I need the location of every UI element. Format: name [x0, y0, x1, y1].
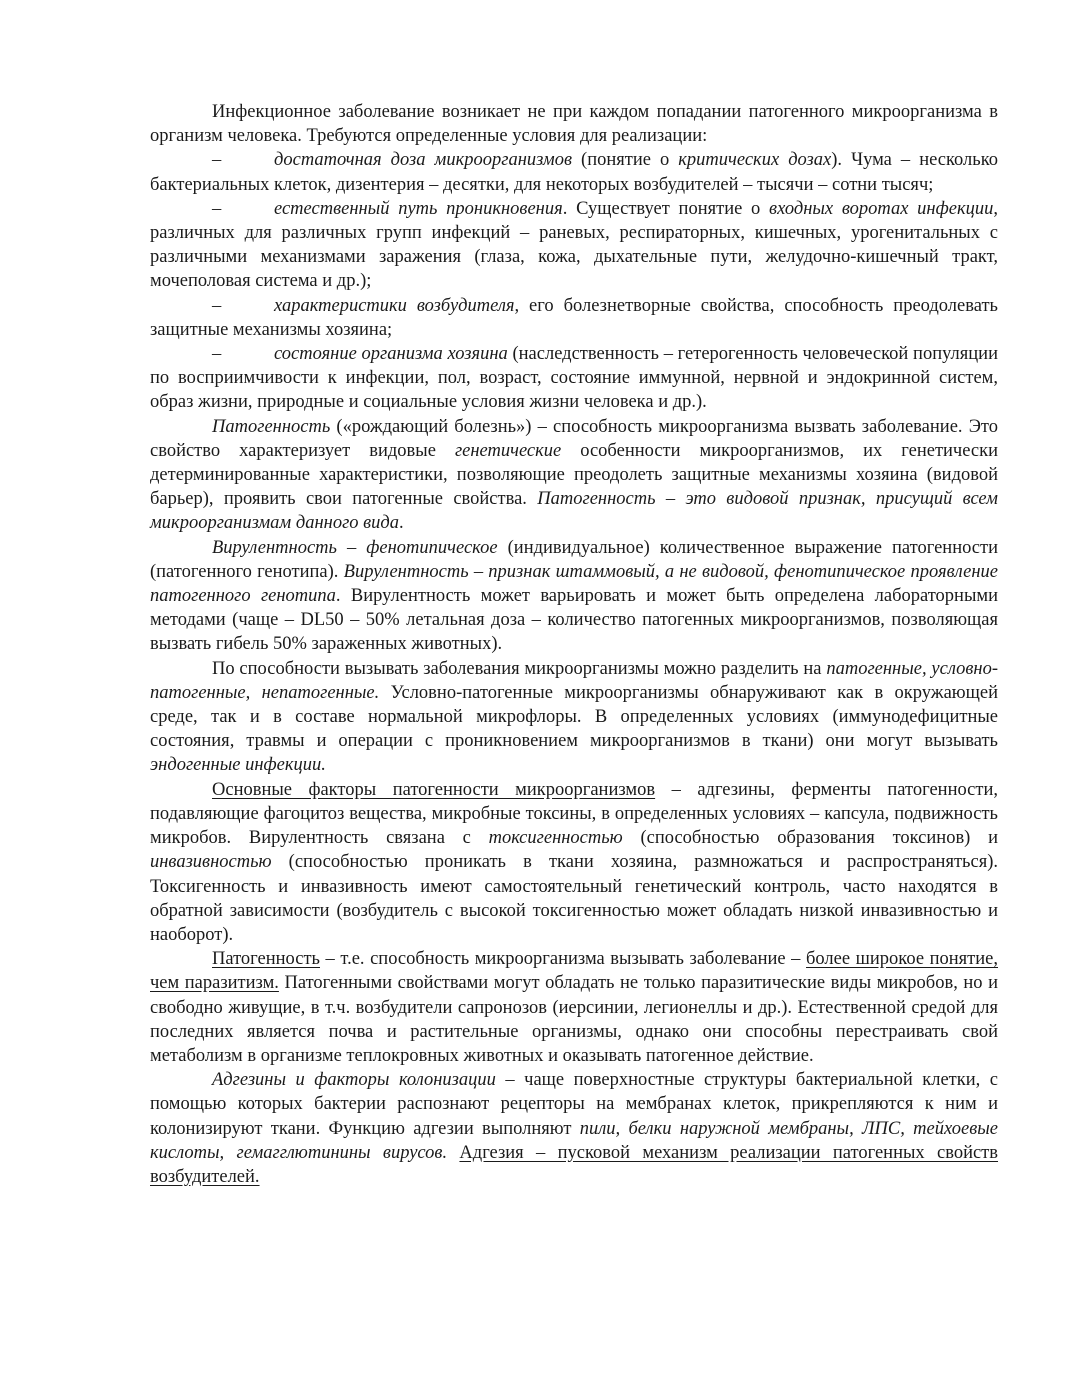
paragraphs-1-text: (индивидуальное) количественное выражение патогенности (патогенного генотипа). — [150, 537, 999, 582]
list-item — [150, 294, 998, 342]
items-3-text: (наследственность – гетерогенность человеческой популяции по восприимчивости к инфекции, пол, возраст, состояние иммунной, нервной и эндокринной систем, образ жизни, природные и социальные условия жизни человека и др.). — [150, 344, 998, 413]
list-dash: – — [212, 198, 222, 219]
paragraphs-5-italic-text: пили, белки наружной мембраны, ЛПС, тейхоевые кислоты, гемагглютинины вирусов. — [150, 1118, 998, 1163]
items-1-text: . Существует понятие о — [562, 198, 770, 219]
items-1-italic-text: входных воротах инфекции — [769, 198, 994, 219]
paragraphs-2-italic-text: патогенные, условно-патогенные, непатогенные. — [150, 658, 998, 703]
items-0-italic-text: критических дозах — [678, 150, 832, 171]
paragraph — [150, 536, 998, 657]
intro-paragraph — [150, 100, 998, 148]
items-0-text: (понятие о — [572, 150, 679, 171]
list-item — [150, 342, 998, 415]
list-item — [150, 148, 998, 196]
paragraphs-4-underlined-text: Патогенность — [212, 949, 320, 970]
paragraphs-3-italic-text: токсигенностью — [488, 828, 623, 849]
paragraphs-1-text: . Вирулентность может варьировать и может быть определена лабораторными методами (чаще – DL50 – 50% летальная доза – количество патогенных микроорганизмов, позволяющая вызвать гибель 50% зараженных животных). — [150, 586, 998, 655]
paragraph — [150, 778, 998, 947]
items-0-italic-text: достаточная доза микроорганизмов — [274, 150, 572, 171]
items-0-text: ). Чума – несколько бактериальных клеток, дизентерия – десятки, для некоторых возбудителей – тысячи – сотни тысяч; — [150, 150, 999, 195]
list-dash: – — [212, 295, 222, 316]
paragraphs-0-italic-text: Патогенность – это видовой признак, присущий всем микроорганизмам данного вида — [150, 489, 998, 534]
paragraphs-0-italic-text: Патогенность — [212, 416, 331, 437]
paragraphs-4-text: Патогенными свойствами могут обладать не только паразитические виды микробов, но и свободно живущие, в т.ч. возбудители сапронозов (иерсинии, легионеллы и др.). Естественной средой для последних является почва и растительные организмы, однако они способны перестраивать свой метаболизм в организме теплокровных животных и оказывать патогенное действие. — [150, 973, 998, 1066]
items-1-text: , различных для различных групп инфекций – раневых, респираторных, кишечных, урогенитальных с различными механизмами заражения (глаза, кожа, дыхательные пути, желудочно-кишечный тракт, мочеполовая система и др.); — [150, 198, 998, 292]
paragraphs-3-text: (способностью проникать в ткани хозяина, размножаться и распространяться). Токсигенность и инвазивность имеют самостоятельный генетический контроль, часто находятся в обратной зависимости (возбудитель с высокой токсигенностью может обладать низкой инвазивностью и наоборот). — [150, 852, 998, 945]
list-dash: – — [212, 150, 222, 171]
paragraphs-5-text — [447, 1143, 459, 1163]
paragraphs-5-italic-text: Адгезины и факторы колонизации — [212, 1070, 496, 1091]
document-page — [150, 100, 998, 1189]
paragraphs-0-text: («рождающий болезнь») – способность микроорганизма вызвать заболевание. Это свойство характеризует видовые — [150, 416, 998, 461]
conditions-list — [150, 148, 998, 414]
paragraphs-4-text: – т.е. способность микроорганизма вызывать заболевание – — [319, 949, 807, 970]
paragraphs-5-text: – чаще поверхностные структуры бактериальной клетки, с помощью которых бактерии распознают рецепторы на мембранах клеток, прикрепляются к ним и колонизируют ткани. Функцию адгезии выполняют — [150, 1070, 998, 1139]
paragraphs-0-text: . — [399, 513, 404, 534]
paragraphs-3-text: (способностью образования токсинов) и — [622, 828, 998, 849]
list-item — [150, 197, 998, 294]
paragraphs-3-italic-text: инвазивностью — [150, 852, 272, 873]
paragraphs-3-underlined-text: Основные факторы патогенности микроорганизмов — [212, 779, 656, 800]
paragraphs-4-underlined-text: более широкое понятие, чем паразитизм. — [150, 949, 998, 994]
items-3-italic-text: состояние организма хозяина — [274, 344, 508, 365]
paragraphs-1-italic-text: Вирулентность – признак штаммовый, а не видовой, фенотипическое проявление патогенного генотипа — [150, 561, 998, 607]
paragraphs-2-text: По способности вызывать заболевания микроорганизмы можно разделить на — [212, 658, 827, 679]
paragraph — [150, 657, 998, 778]
body-paragraphs — [150, 415, 998, 1190]
paragraphs-2-text: Условно-патогенные микроорганизмы обнаруживают как в окружающей среде, так и в составе нормальной микрофлоры. В определенных условиях (иммунодефицитные состояния, травмы и операции с проникновением микроорганизмов в ткани) они могут вызывать — [150, 682, 998, 752]
items-2-text: , его болезнетворные свойства, способность преодолевать защитные механизмы хозяина; — [150, 295, 998, 340]
paragraphs-0-text: особенности микроорганизмов, их генетически детерминированные характеристики, позволяющие преодолеть защитные механизмы хозяина (видовой барьер), проявить свои патогенные свойства. — [150, 440, 998, 510]
paragraphs-1-italic-text: Вирулентность – фенотипическое — [212, 537, 498, 558]
paragraphs-0-italic-text: генетические — [454, 440, 562, 461]
paragraphs-2-italic-text: эндогенные инфекции. — [150, 755, 326, 776]
paragraphs-3-text: – адгезины, ферменты патогенности, подавляющие фагоцитоз вещества, микробные токсины, в определенных условиях – капсула, подвижность микробов. Вирулентность связана с — [150, 779, 998, 849]
paragraph — [150, 415, 998, 536]
items-2-italic-text: характеристики возбудителя — [274, 295, 515, 316]
items-1-italic-text: естественный путь проникновения — [274, 198, 563, 219]
paragraph — [150, 1068, 998, 1189]
paragraphs-5-underlined-text: Адгезия – пусковой механизм реализации патогенных свойств возбудителей. — [150, 1142, 999, 1187]
intro-text: Инфекционное заболевание возникает не при каждом попадании патогенного микроорганизма в организм человека. Требуются определенные условия для реализации: — [150, 102, 998, 147]
list-dash: – — [212, 344, 222, 365]
paragraph — [150, 947, 998, 1068]
